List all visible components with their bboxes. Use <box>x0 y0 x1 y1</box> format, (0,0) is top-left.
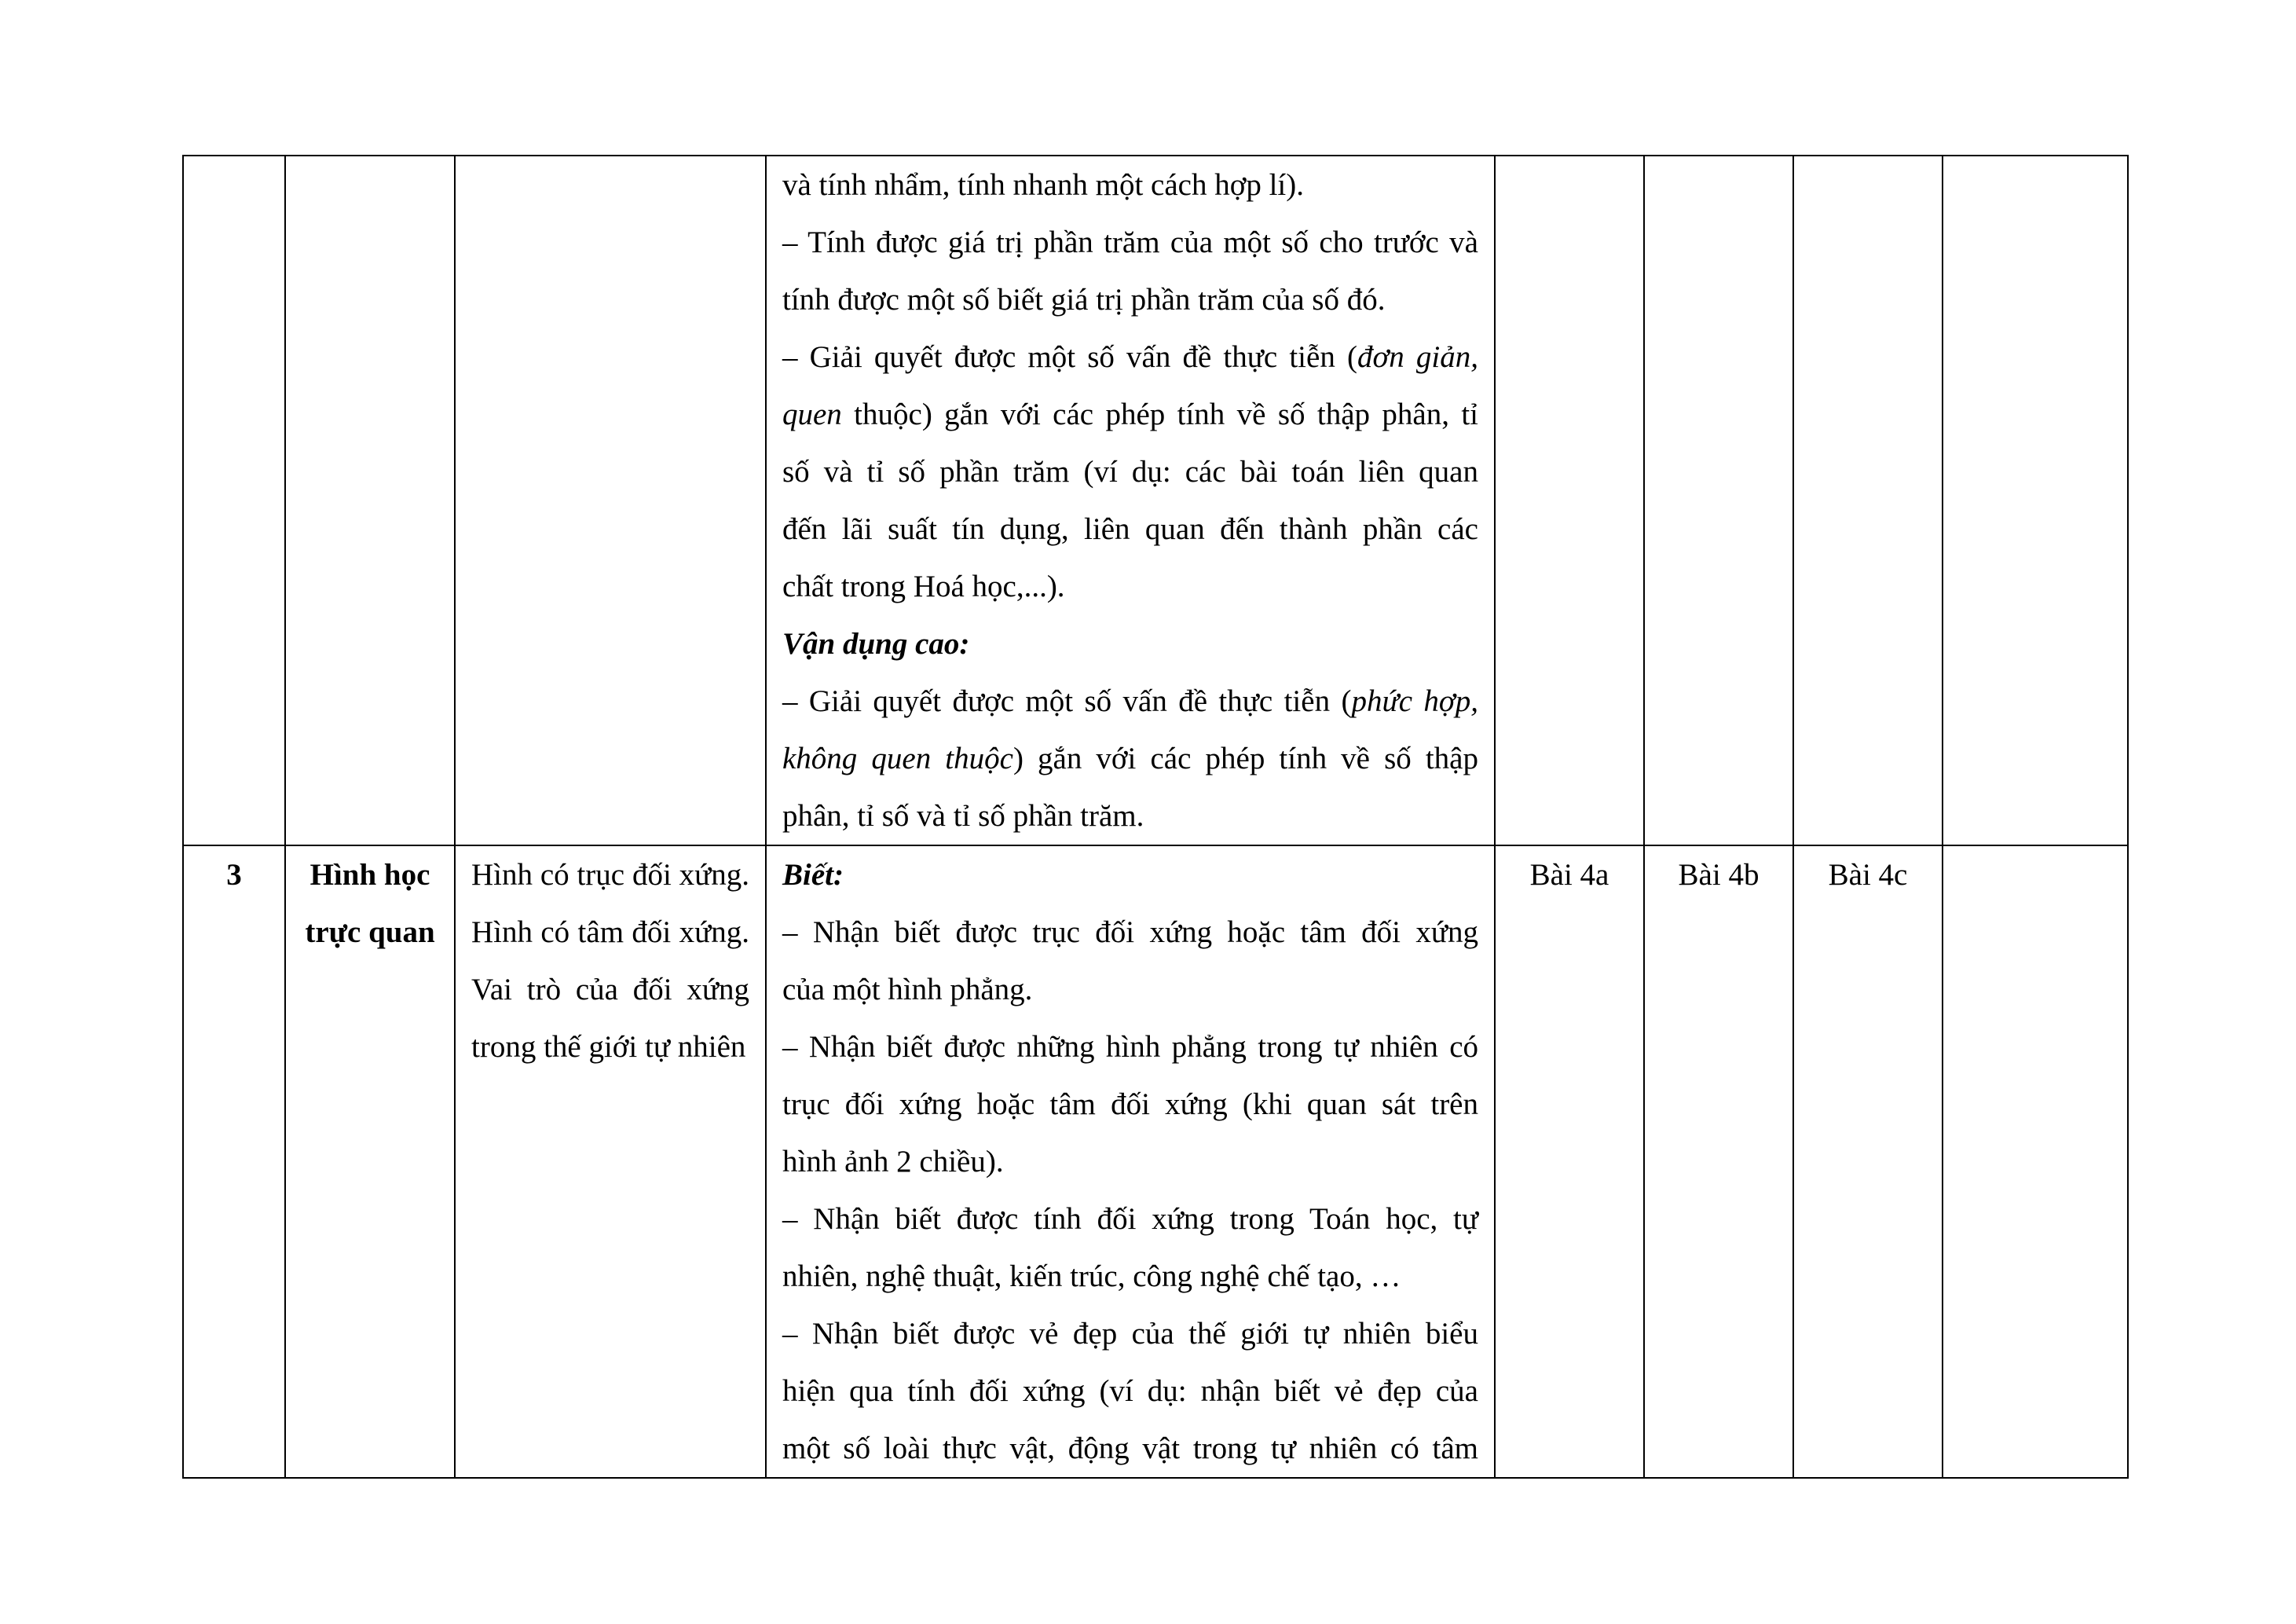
requirement-line: của một hình phẳng. <box>782 973 1033 1006</box>
level-heading: Biết: <box>782 858 844 892</box>
requirement-line: – Nhận biết được trục đối xứng hoặc tâm đối xứng <box>782 915 1478 949</box>
content-cell: Hình có trục đối xứng. Hình có tâm đối xứng. Vai trò của đối xứng trong thế giới tự nhiên <box>455 845 766 1478</box>
requirement-line: số và tỉ số phần trăm (ví dụ: các bài toán liên quan <box>782 455 1478 489</box>
count-cell <box>1495 156 1644 845</box>
requirement-line: – Nhận biết được những hình phẳng trong tự nhiên có <box>782 1030 1478 1064</box>
count-cell <box>1943 156 2128 845</box>
requirement-line: – Giải quyết được một số vấn đề thực tiễn (đơn giản, <box>782 340 1478 374</box>
count-understand-cell: Bài 4b <box>1644 845 1793 1478</box>
requirement-line: – Nhận biết được vẻ đẹp của thế giới tự nhiên biểu <box>782 1317 1478 1351</box>
count-cell <box>1644 156 1793 845</box>
requirement-line: trục đối xứng hoặc tâm đối xứng (khi quan sát trên <box>782 1087 1478 1121</box>
requirement-cell <box>766 156 1495 845</box>
topic-cell <box>285 156 455 845</box>
requirement-line: một số loài thực vật, động vật trong tự nhiên có tâm <box>782 1432 1478 1465</box>
requirement-line: đến lãi suất tín dụng, liên quan đến thành phần các <box>782 512 1478 546</box>
count-apply-high-cell <box>1943 845 2128 1478</box>
requirement-line: và tính nhẩm, tính nhanh một cách hợp lí). <box>782 168 1304 202</box>
count-know-cell: Bài 4a <box>1495 845 1644 1478</box>
requirement-line: – Nhận biết được tính đối xứng trong Toán học, tự <box>782 1202 1478 1236</box>
table-row <box>183 845 2128 1478</box>
requirement-line: quen thuộc) gắn với các phép tính về số thập phân, tỉ <box>782 398 1478 431</box>
content-cell <box>455 156 766 845</box>
requirement-line: hình ảnh 2 chiều). <box>782 1145 1004 1179</box>
requirement-line: phân, tỉ số và tỉ số phần trăm. <box>782 799 1144 833</box>
requirement-line: chất trong Hoá học,...). <box>782 570 1065 603</box>
number-cell <box>183 156 285 845</box>
requirement-line: hiện qua tính đối xứng (ví dụ: nhận biết vẻ đẹp của <box>782 1374 1478 1408</box>
requirement-line: – Giải quyết được một số vấn đề thực tiễn (phức hợp, <box>782 684 1478 718</box>
number-cell: 3 <box>183 845 285 1478</box>
topic-cell: Hình học trực quan <box>285 845 455 1478</box>
level-heading: Vận dụng cao: <box>782 627 970 661</box>
requirement-cell <box>766 845 1495 1478</box>
requirement-line: nhiên, nghệ thuật, kiến trúc, công nghệ chế tạo, … <box>782 1259 1401 1293</box>
requirement-line: – Tính được giá trị phần trăm của một số cho trước và <box>782 225 1478 259</box>
specification-table <box>182 155 2129 1479</box>
requirement-line: tính được một số biết giá trị phần trăm của số đó. <box>782 283 1386 317</box>
requirement-line: không quen thuộc) gắn với các phép tính về số thập <box>782 742 1478 775</box>
table-row <box>183 156 2128 845</box>
count-apply-cell: Bài 4c <box>1793 845 1943 1478</box>
count-cell <box>1793 156 1943 845</box>
